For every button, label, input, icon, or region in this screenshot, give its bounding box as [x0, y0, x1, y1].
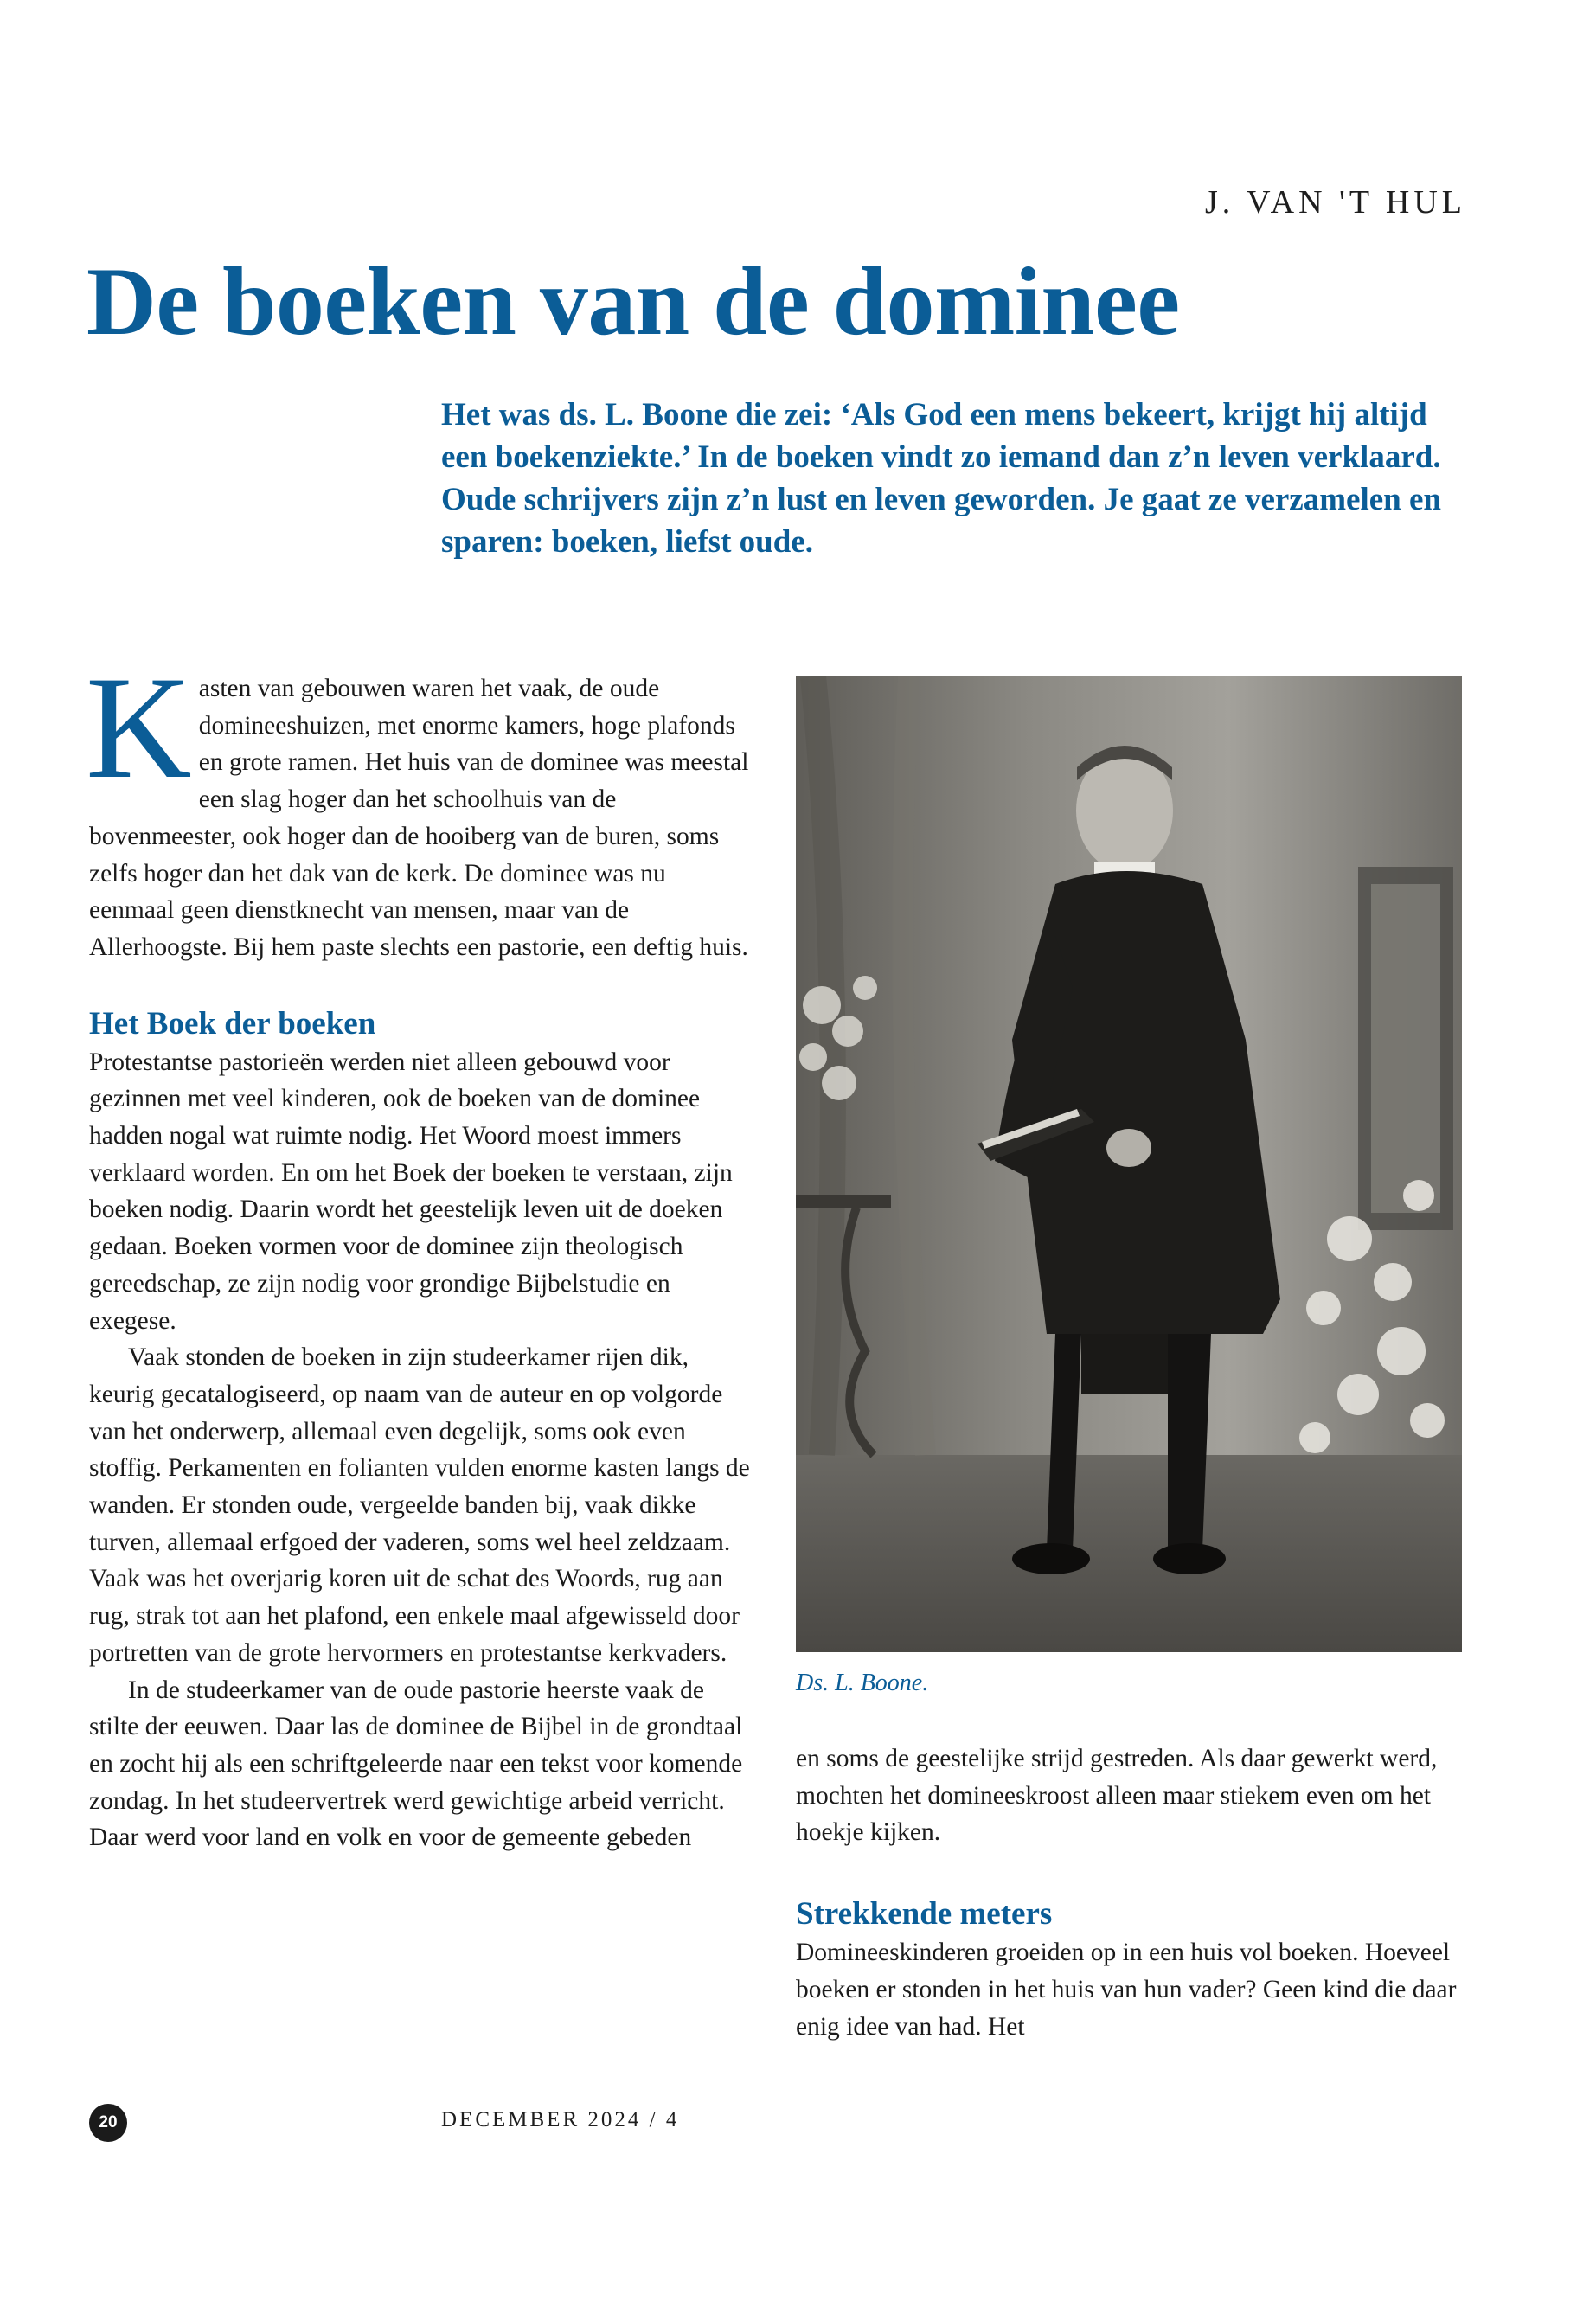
right-column: [796, 1740, 1462, 2045]
intro-paragraph: [86, 646, 755, 966]
left-column: [86, 646, 755, 1856]
drop-cap: K: [86, 646, 192, 809]
body-paragraph: In de studeerkamer van de oude pastorie heerste vaak de stilte der eeuwen. Daar las de dominee de Bijbel in de grondtaal en zocht hij als een schriftgeleerde naar een tekst voor komende zondag. In het studeervertrek werd gewichtige arbeid verricht. Daar werd voor land en volk en voor de gemeente gebeden: [89, 1676, 743, 1852]
article-title: De boeken van de dominee: [87, 248, 1180, 356]
article-lead: Het was ds. L. Boone die zei: ‘Als God een mens bekeert, krijgt hij altijd een boekenziekte.’ In de boeken vindt zo iemand dan z’n leven verklaard. Oude schrijvers zijn z’n lust en leven geworden. Je gaat ze verzamelen en sparen: boeken, liefst oude.: [441, 397, 1441, 560]
body-paragraph: Vaak stonden de boeken in zijn studeerkamer rijen dik, keurig gecatalogiseerd, op naam van de auteur en op volgorde van het onderwerp, allemaal even degelijk, soms ook even stoffig. Perkamenten en folianten vulden enorme kasten langs de wanden. Er stonden oude, vergeelde banden bij, vaak dikke turven, allemaal erfgoed der vaderen, soms wel heel zeldzaam. Vaak was het overjarig koren uit de schat des Woords, rug aan rug, strak tot aan het plafond, een enkele maal afgewisseld door portretten van de grote hervormers en protestantse kerkvaders.: [89, 1343, 750, 1667]
body-paragraph: en soms de geestelijke strijd gestreden. Als daar gewerkt werd, mochten het domineeskroost alleen maar stiekem even om het hoekje kijken.: [796, 1745, 1438, 1847]
photo-caption: Ds. L. Boone.: [796, 1670, 929, 1696]
section-heading-strekkende-meters: Strekkende meters: [796, 1896, 1053, 1932]
portrait-illustration: [796, 676, 1462, 1652]
body-paragraph: Protestantse pastorieën werden niet alleen gebouwd voor gezinnen met veel kinderen, ook de boeken van de dominee hadden nogal wat ruimte nodig. Het Woord moest immers verklaard worden. En om het Boek der boeken te verstaan, zijn boeken nodig. Daarin wordt het geestelijk leven uit de doeken gedaan. Boeken vormen voor de dominee zijn theologisch gereedschap, ze zijn nodig voor grondige Bijbelstudie en exegese.: [89, 1048, 733, 1335]
portrait-photo: [796, 676, 1462, 1652]
author-name: J. VAN 'T HUL: [1205, 184, 1466, 221]
body-paragraph: Domineeskinderen groeiden op in een huis vol boeken. Hoeveel boeken er stonden in het huis van hun vader? Geen kind die daar enig idee van had. Het: [796, 1939, 1457, 2041]
page-number-badge: 20: [89, 2104, 127, 2142]
section-heading-boek-der-boeken: Het Boek der boeken: [89, 1005, 376, 1042]
intro-text: asten van gebouwen waren het vaak, de oude domineeshuizen, met enorme kamers, hoge plafonds en grote ramen. Het huis van de dominee was meestal een slag hoger dan het schoolhuis van de bovenmeester, ook hoger dan de hooiberg van de buren, soms zelfs hoger dan het dak van de kerk. De dominee was nu eenmaal geen dienstknecht van mensen, maar van de Allerhoogste. Bij hem paste slechts een pastorie, een deftig huis.: [89, 675, 749, 961]
issue-label: DECEMBER 2024 / 4: [441, 2108, 680, 2131]
